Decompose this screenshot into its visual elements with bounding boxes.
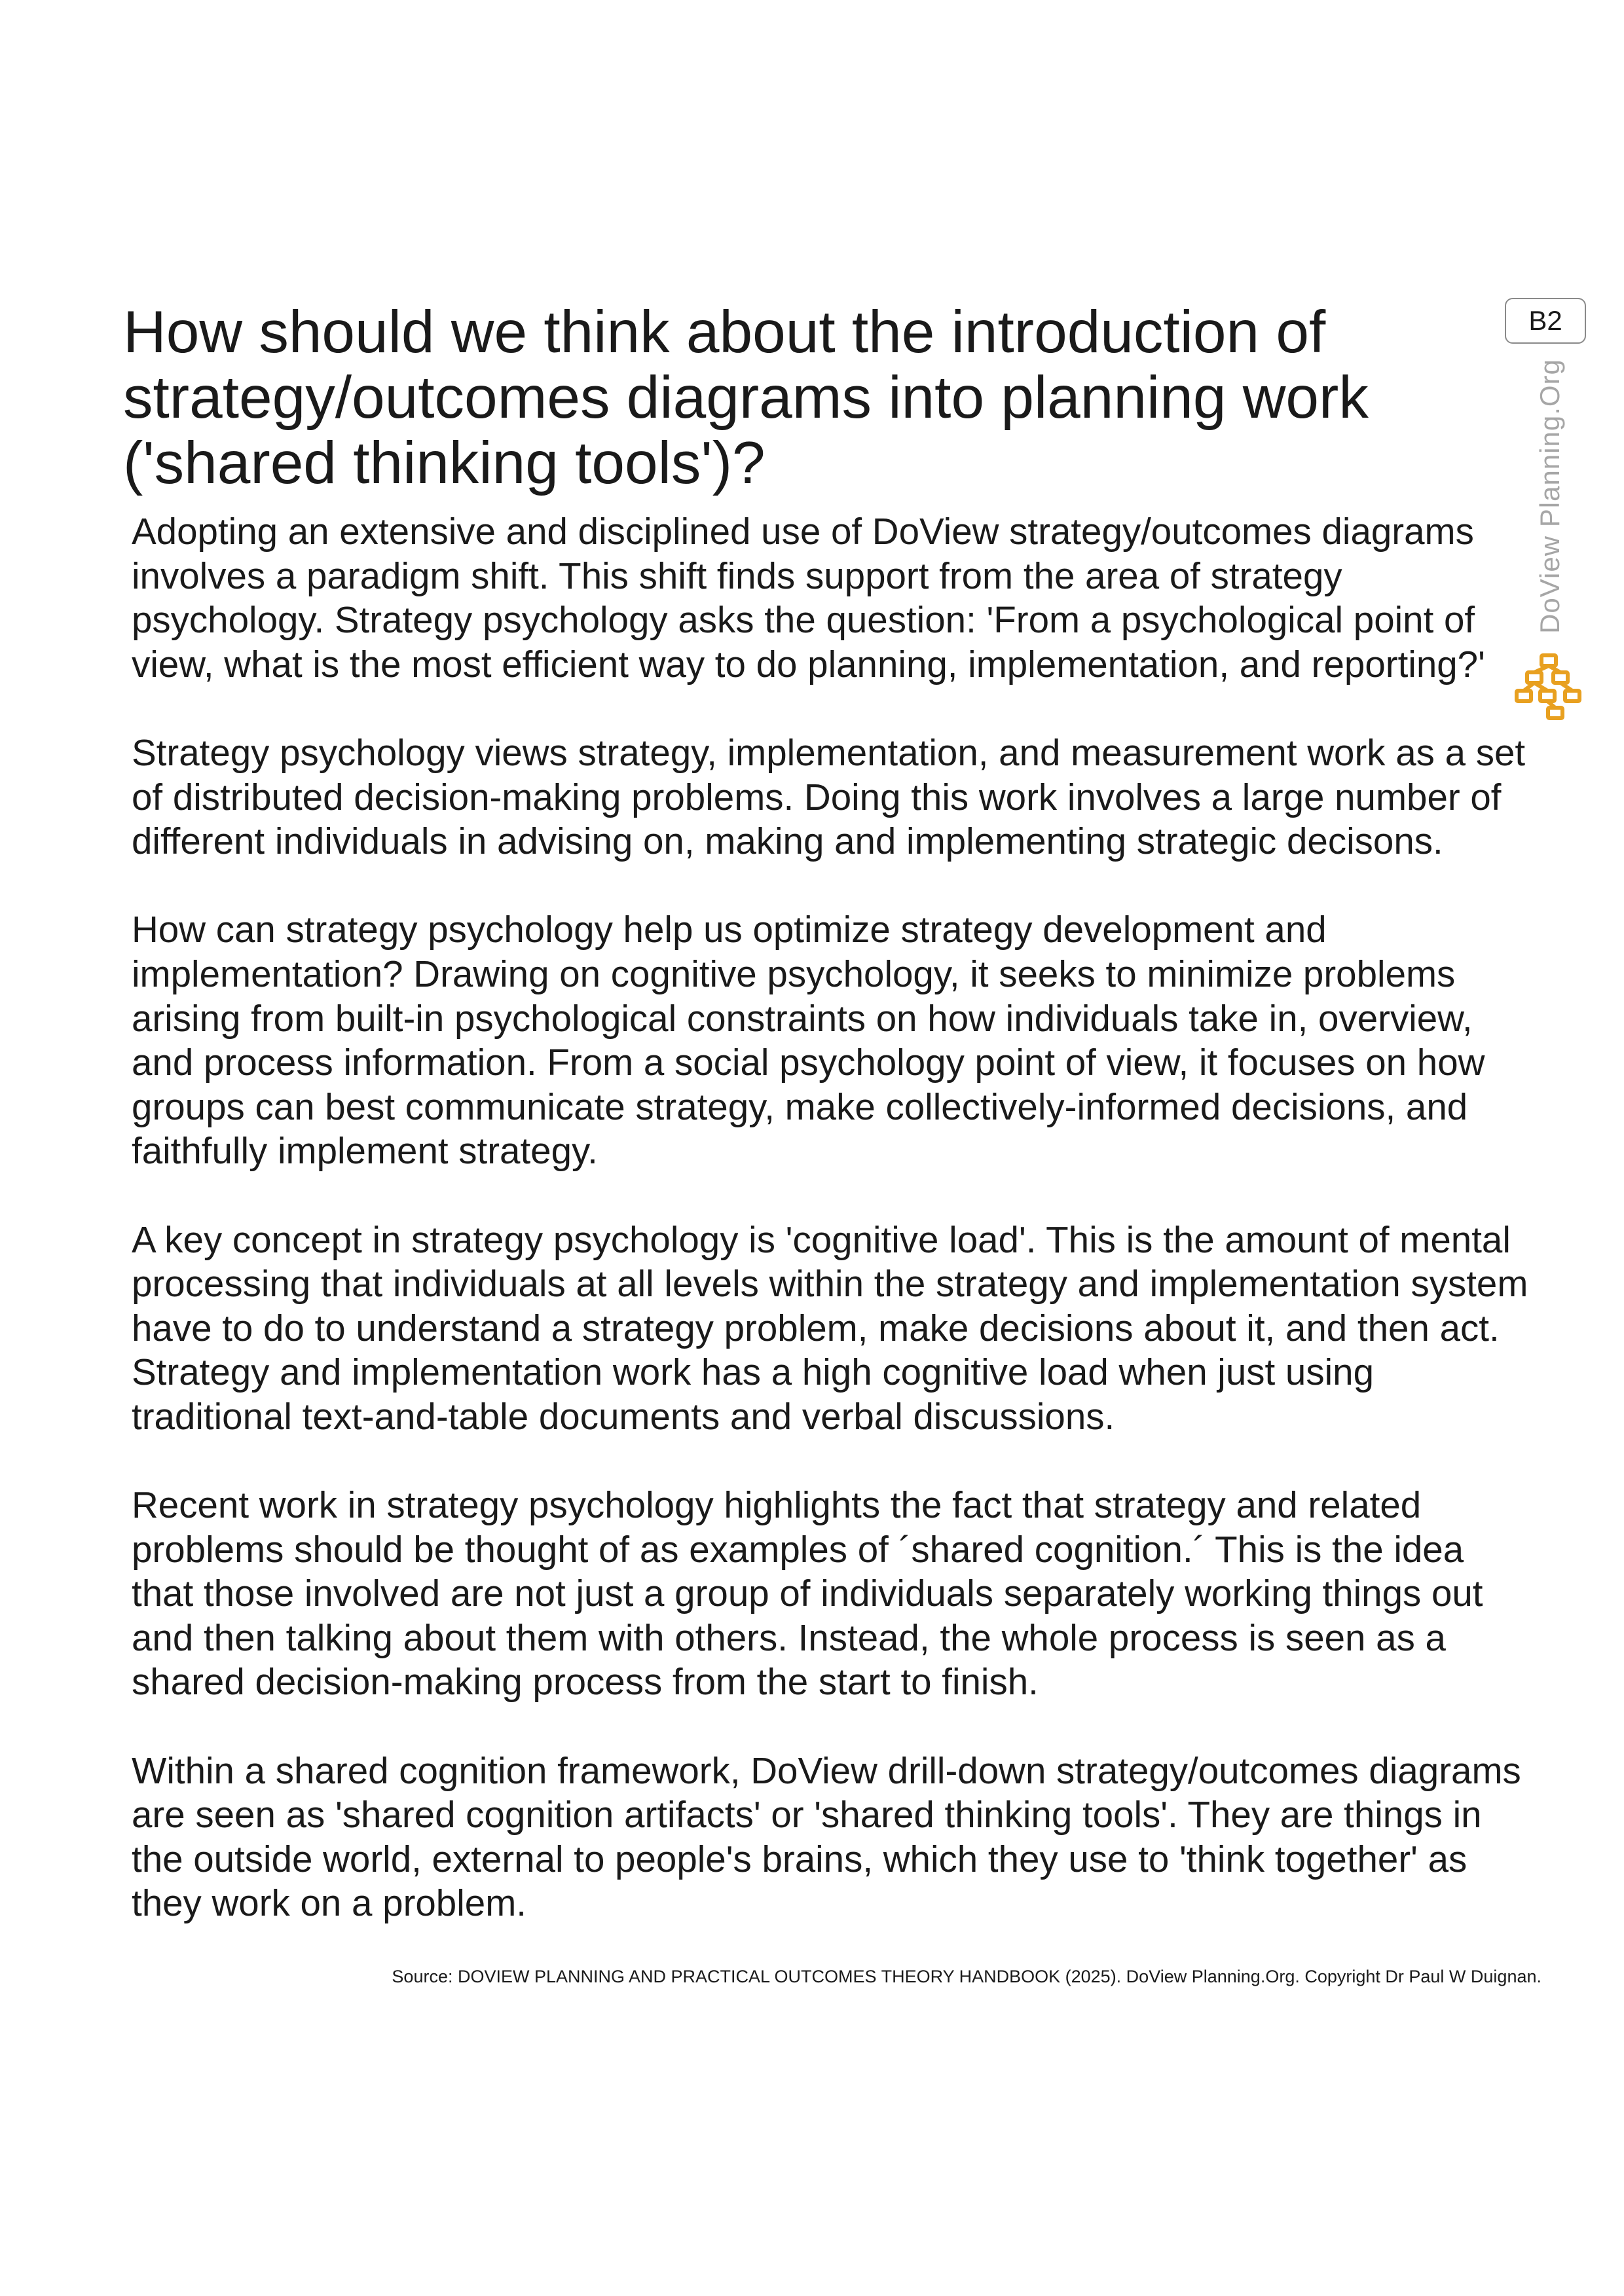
paragraph [132,1218,1585,1439]
paragraph [132,907,1585,1173]
text-line: processing that individuals at all levels within the strategy and implementation system [132,1263,1528,1305]
text-line: How can strategy psychology help us optimize strategy development and [132,909,1327,951]
text-line: Strategy and implementation work has a high cognitive load when just using [132,1351,1374,1393]
text-line: Recent work in strategy psychology highlights the fact that strategy and related [132,1484,1422,1526]
text-line: they work on a problem. [132,1882,526,1924]
paragraph [132,509,1585,686]
text-line: that those involved are not just a group of individuals separately working things out [132,1573,1483,1614]
text-line: problems should be thought of as examples of ´shared cognition.´ This is the idea [132,1528,1464,1570]
paragraph [132,731,1585,864]
text-line: are seen as 'shared cognition artifacts' or 'shared thinking tools'. They are things in [132,1794,1482,1836]
source-citation: Source: DOVIEW PLANNING AND PRACTICAL OUTCOMES THEORY HANDBOOK (2025). DoView Planning.Org. Copyright Dr Paul W Duignan. [392,1967,1541,1986]
text-line: A key concept in strategy psychology is 'cognitive load'. This is the amount of mental [132,1218,1511,1260]
text-line: shared decision-making process from the start to finish. [132,1661,1039,1703]
text-line: view, what is the most efficient way to do planning, implementation, and reporting?' [132,643,1485,685]
text-line: faithfully implement strategy. [132,1130,598,1172]
text-line: psychology. Strategy psychology asks the question: 'From a psychological point of [132,599,1475,641]
page-badge: B2 [1505,298,1586,344]
text-line: Adopting an extensive and disciplined use of DoView strategy/outcomes diagrams [132,511,1474,552]
page-title-line: strategy/outcomes diagrams into planning work [123,365,1369,431]
page-title-line: ('shared thinking tools')? [123,430,766,496]
text-line: Within a shared cognition framework, DoView drill-down strategy/outcomes diagrams [132,1749,1521,1791]
text-line: implementation? Drawing on cognitive psychology, it seeks to minimize problems [132,953,1456,994]
text-line: Strategy psychology views strategy, implementation, and measurement work as a set [132,731,1526,773]
paragraph [132,1749,1585,1925]
brand-text: DoView Planning.Org [1534,359,1565,634]
text-line: of distributed decision-making problems. Doing this work involves a large number of [132,776,1502,818]
paragraph [132,1483,1585,1704]
text-line: arising from built-in psychological constraints on how individuals take in, overview, [132,997,1473,1039]
page-title [123,300,1466,496]
text-line: have to do to understand a strategy problem, make decisions about it, and then act. [132,1307,1500,1349]
text-line: and then talking about them with others. Instead, the whole process is seen as a [132,1616,1446,1658]
text-line: different individuals in advising on, making and implementing strategic decisons. [132,820,1443,862]
text-line: traditional text-and-table documents and verbal discussions. [132,1395,1115,1437]
body-text [132,509,1585,1970]
text-line: involves a paradigm shift. This shift finds support from the area of strategy [132,555,1342,596]
text-line: and process information. From a social psychology point of view, it focuses on how [132,1042,1485,1084]
page-title-line: How should we think about the introduction of [123,299,1326,365]
text-line: groups can best communicate strategy, make collectively-informed decisions, and [132,1085,1468,1127]
text-line: the outside world, external to people's brains, which they use to 'think together' as [132,1838,1467,1880]
